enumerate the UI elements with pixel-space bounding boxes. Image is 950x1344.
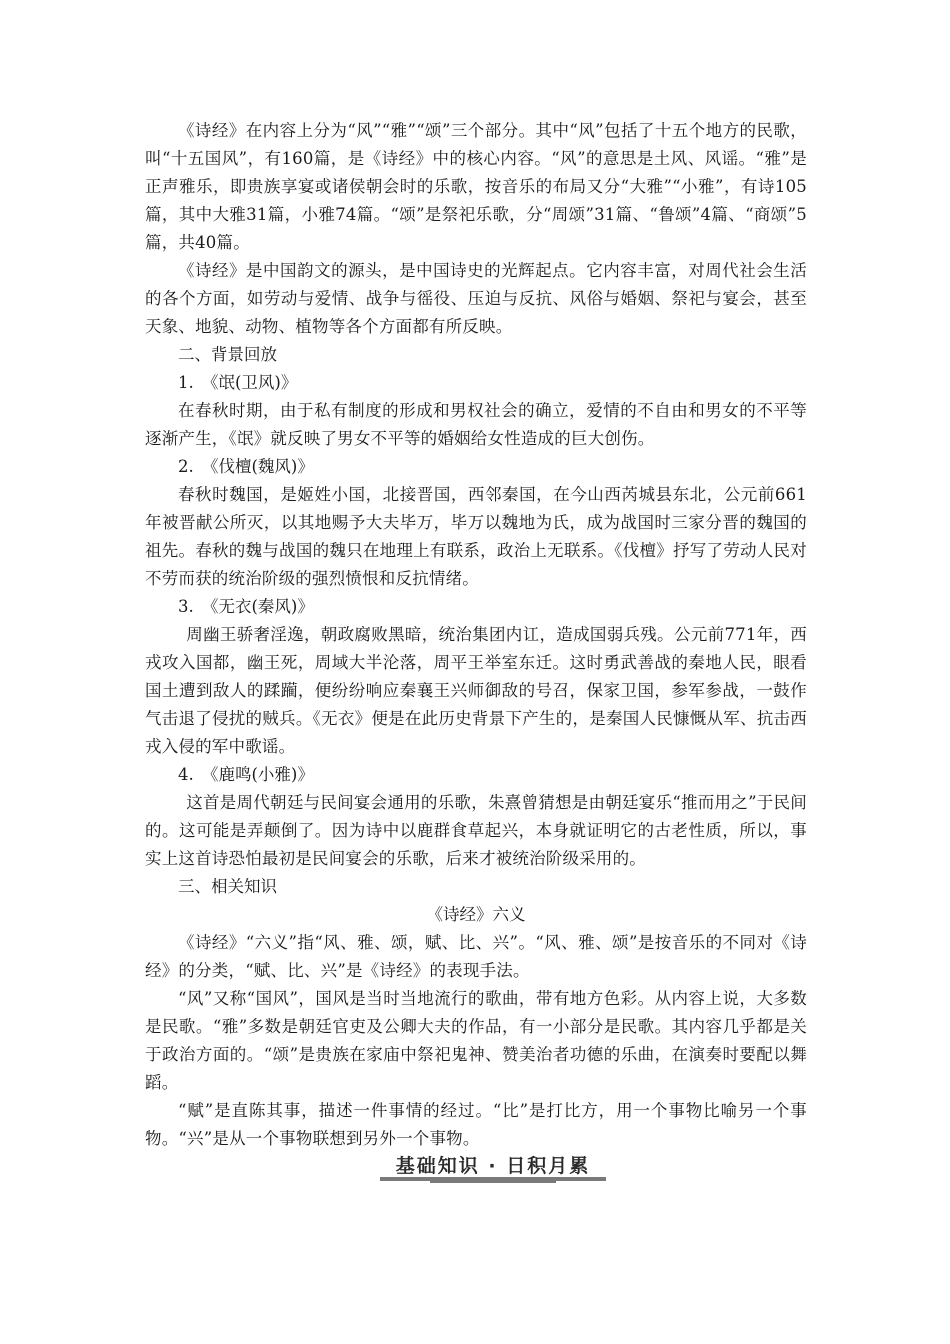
section-banner (380, 1153, 606, 1183)
section-heading-related-knowledge: 三、相关知识 (178, 877, 277, 896)
item-title-luming: 4. 《鹿鸣(小雅)》 (178, 765, 314, 784)
subtitle-six-principles: 《诗经》六义 (426, 905, 526, 924)
paragraph-fu-bi-xing: “赋”是直陈其事，描述一件事情的经过。“比”是打比方，用一个事物比喻另一个事物。“兴”是从一个事物联想到另外一个事物。 (145, 1101, 807, 1148)
banner-title: 基础知识 · 日积月累 (395, 1155, 591, 1177)
paragraph-six-principles-definition: 《诗经》“六义”指“风、雅、颂，赋、比、兴”。“风、雅、颂”是按音乐的不同对《诗经》的分类，“赋、比、兴”是《诗经》的表现手法。 (145, 933, 807, 980)
paragraph-shijing-significance: 《诗经》是中国韵文的源头，是中国诗史的光辉起点。它内容丰富，对周代社会生活的各个方面，如劳动与爱情、战争与徭役、压迫与反抗、风俗与婚姻、祭祀与宴会，甚至天象、地貌、动物、植物等各个方面都有所反映。 (145, 261, 807, 336)
item-title-wuyi: 3. 《无衣(秦风)》 (178, 597, 314, 616)
paragraph-shijing-structure: 《诗经》在内容上分为“风”“雅”“颂”三个部分。其中“风”包括了十五个地方的民歌，叫“十五国风”，有160篇，是《诗经》中的核心内容。“风”的意思是土风、风谣。“雅”是正声雅乐，即贵族享宴或诸侯朝会时的乐歌，按音乐的布局又分“大雅”“小雅”，有诗105篇，其中大雅31篇，小雅74篇。“颂”是祭祀乐歌，分“周颂”31篇、“鲁颂”4篇、“商颂”5篇，共40篇。 (145, 121, 807, 252)
item-title-meng: 1. 《氓(卫风)》 (178, 373, 298, 392)
banner-underline-notch (430, 1179, 556, 1183)
item-body-fatan: 春秋时魏国，是姬姓小国，北接晋国，西邻秦国，在今山西芮城县东北，公元前661年被晋献公所灭，以其地赐予大夫毕万，毕万以魏地为氏，成为战国时三家分晋的魏国的祖先。春秋的魏与战国的魏只在地理上有联系，政治上无联系。《伐檀》抒写了劳动人民对不劳而获的统治阶级的强烈愤恨和反抗情绪。 (145, 485, 807, 588)
section-heading-background: 二、背景回放 (178, 345, 277, 364)
item-title-fatan: 2. 《伐檀(魏风)》 (178, 457, 314, 476)
paragraph-feng-ya-song: “风”又称“国风”，国风是当时当地流行的歌曲，带有地方色彩。从内容上说，大多数是民歌。“雅”多数是朝廷官吏及公卿大夫的作品，有一小部分是民歌。其内容几乎都是关于政治方面的。“颂”是贵族在家庙中祭祀鬼神、赞美治者功德的乐曲，在演奏时要配以舞蹈。 (145, 989, 807, 1092)
item-body-luming: 这首是周代朝廷与民间宴会通用的乐歌，朱熹曾猜想是由朝廷宴乐“推而用之”于民间的。这可能是弄颠倒了。因为诗中以鹿群食草起兴，本身就证明它的古老性质，所以，事实上这首诗恐怕最初是民间宴会的乐歌，后来才被统治阶级采用的。 (145, 793, 807, 868)
document-body (145, 117, 807, 1153)
item-body-wuyi: 周幽王骄奢淫逸，朝政腐败黑暗，统治集团内讧，造成国弱兵残。公元前771年，西戎攻入国都，幽王死，周域大半沦落，周平王举室东迁。这时勇武善战的秦地人民，眼看国土遭到敌人的蹂躏，便纷纷响应秦襄王兴师御敌的号召，保家卫国，参军参战，一鼓作气击退了侵扰的贼兵。《无衣》便是在此历史背景下产生的，是秦国人民慷慨从军、抗击西戎入侵的军中歌谣。 (145, 625, 807, 756)
item-body-meng: 在春秋时期，由于私有制度的形成和男权社会的确立，爱情的不自由和男女的不平等逐渐产生，《氓》就反映了男女不平等的婚姻给女性造成的巨大创伤。 (145, 401, 807, 448)
